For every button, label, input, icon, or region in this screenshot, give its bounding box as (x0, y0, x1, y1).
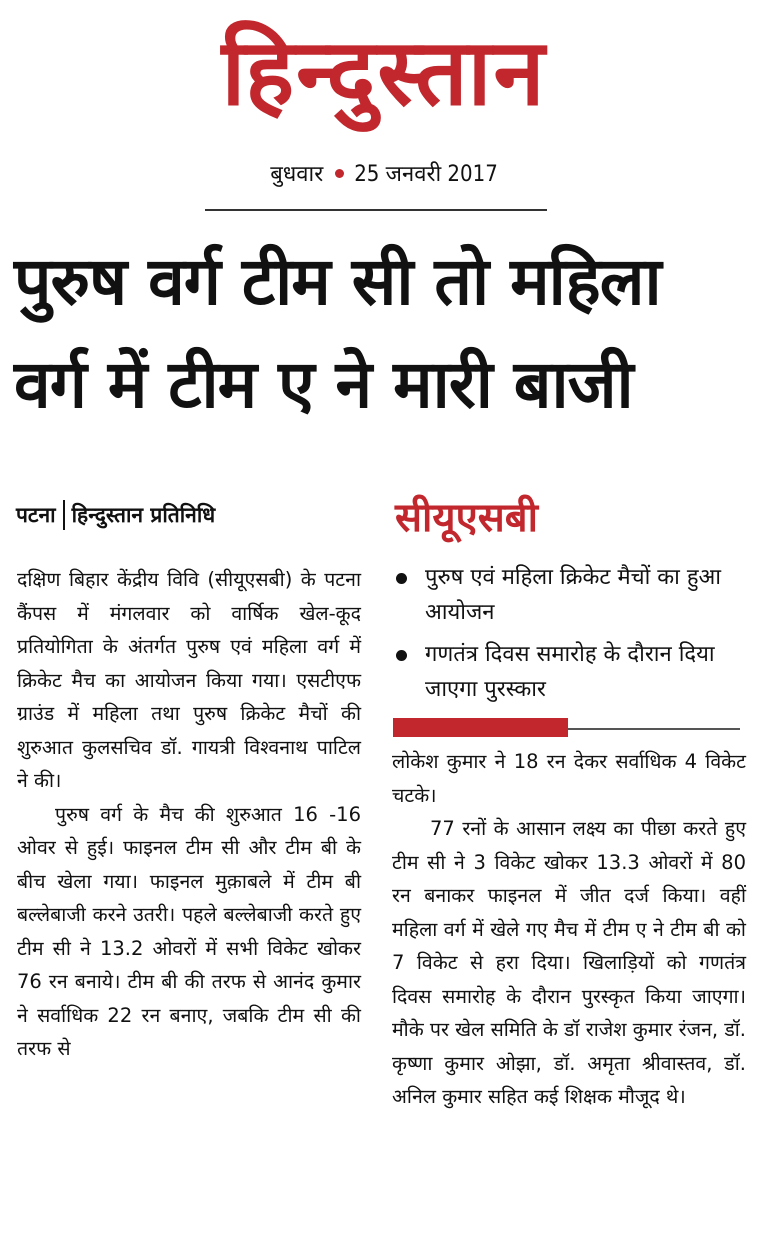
body-paragraph-3: लोकेश कुमार ने 18 रन देकर सर्वाधिक 4 विकेट चटके। (392, 750, 746, 807)
dateline (0, 160, 768, 190)
article-column-right (392, 745, 746, 1114)
sidebar-divider-line (568, 728, 740, 730)
byline-place: पटना (16, 503, 56, 527)
byline-source: हिन्दुस्तान प्रतिनिधि (71, 503, 216, 527)
article-headline (14, 230, 754, 436)
article-column-left (17, 563, 361, 1066)
sidebar-divider-accent (393, 718, 568, 737)
bullet-dot-icon (396, 573, 407, 584)
byline-separator (63, 500, 65, 530)
sidebar-kicker: सीयूएसबी (395, 495, 538, 541)
sidebar-bullet-item (390, 560, 750, 630)
bullet-dot-icon (396, 650, 407, 661)
sidebar-bullet-text: पुरुष एवं महिला क्रिकेट मैचों का हुआ आयोजन (425, 565, 722, 625)
dateline-dot (335, 169, 344, 178)
headline-line-2: वर्ग में टीम ए ने मारी बाजी (14, 346, 633, 423)
sidebar-bullet-text: गणतंत्र दिवस समारोह के दौरान दिया जाएगा पुरस्कार (425, 642, 715, 702)
dateline-day: बुधवार (270, 162, 324, 187)
body-paragraph-1: दक्षिण बिहार केंद्रीय विवि (सीयूएसबी) के पटना कैंपस में मंगलवार को वार्षिक खेल-कूद प्रतियोगिता के अंतर्गत पुरुष एवं महिला वर्ग में क्रिकेट मैच का आयोजन किया गया। एसटीएफ ग्राउंड में महिला तथा पुरुष क्रिकेट मैचों की शुरुआत कुलसचिव डॉ. गायत्री विश्वनाथ पाटिल ने की। (17, 568, 361, 792)
byline (16, 497, 215, 533)
dateline-date: 25 जनवरी 2017 (354, 162, 498, 187)
body-paragraph-2: पुरुष वर्ग के मैच की शुरुआत 16 -16 ओवर से हुई। फाइनल टीम सी और टीम बी के बीच खेला गया। फाइनल मुक़ाबले में टीम बी बल्लेबाजी करने उतरी। पहले बल्लेबाजी करते हुए टीम सी ने 13.2 ओवरों में सभी विकेट खोकर 76 रन बनाये। टीम बी की तरफ से आनंद कुमार ने सर्वाधिक 22 रन बनाए, जबकि टीम सी की तरफ से (17, 802, 361, 1060)
sidebar-bullet-list (390, 560, 750, 714)
body-paragraph-4: 77 रनों के आसान लक्ष्य का पीछा करते हुए टीम सी ने 3 विकेट खोकर 13.3 ओवरों में 80 रन बनाकर फाइनल में जीत दर्ज किया। वहीं महिला वर्ग में खेले गए मैच में टीम ए ने टीम बी को 7 विकेट से हरा दिया। खिलाड़ियों को गणतंत्र दिवस समारोह के दौरान पुरस्कृत किया जाएगा। मौके पर खेल समिति के डॉ राजेश कुमार रंजन, डॉ. कृष्णा कुमार ओझा, डॉ. अमृता श्रीवास्तव, डॉ. अनिल कुमार सहित कई शिक्षक मौजूद थे। (392, 817, 746, 1108)
dateline-rule (205, 209, 547, 211)
sidebar-bullet-item (390, 637, 750, 707)
headline-line-1: पुरुष वर्ग टीम सी तो महिला (14, 243, 661, 320)
newspaper-masthead: हिन्दुस्तान (221, 19, 547, 126)
